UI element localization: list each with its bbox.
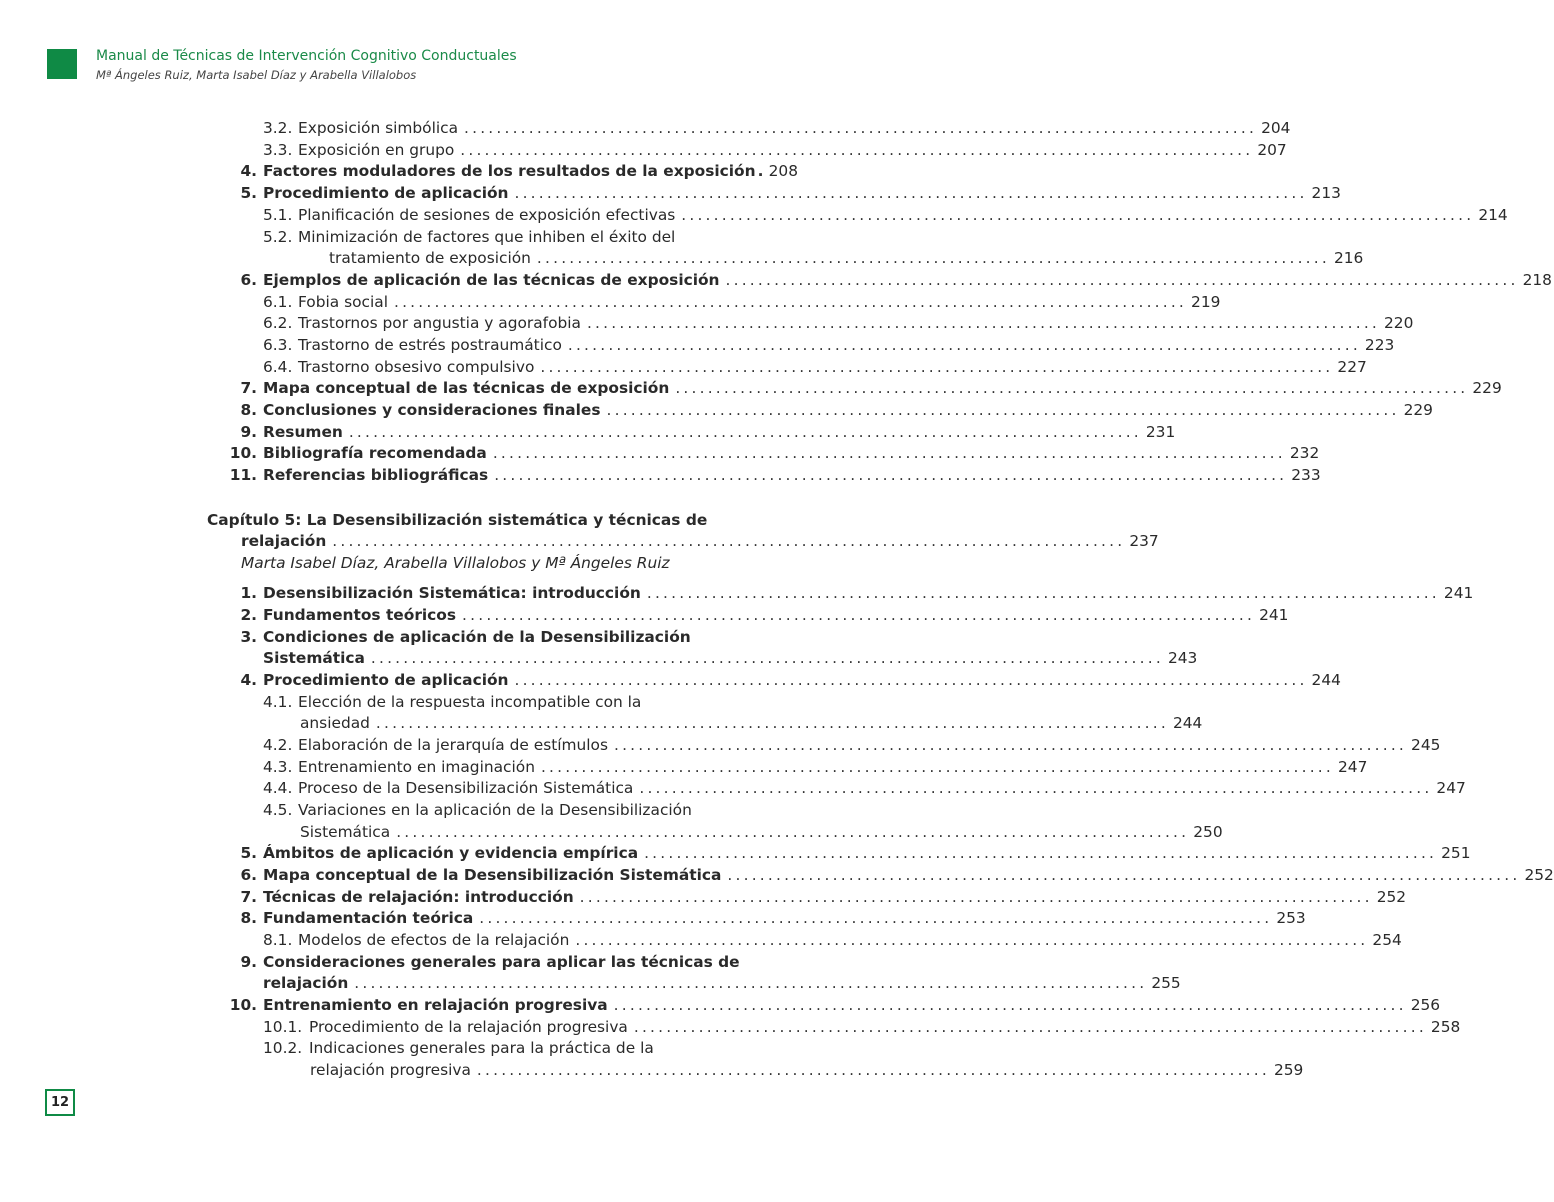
toc-entry[interactable]: 2. Fundamentos teóricos .................................................................................................. 241 — [0, 605, 828, 627]
toc-number: 7. — [240, 888, 257, 906]
toc-entry[interactable]: 6. Ejemplos de aplicación de las técnicas de exposición .................................................................................................. 218 — [0, 270, 828, 292]
toc-number: 6. — [240, 271, 257, 289]
toc-page: 214 — [1478, 206, 1508, 224]
toc-title: Mapa conceptual de las técnicas de exposición — [263, 379, 670, 397]
toc-number: 6.2. — [263, 314, 293, 332]
toc-title: Exposición simbólica — [298, 119, 459, 137]
toc-title: Mapa conceptual de la Desensibilización Sistemática — [263, 866, 722, 884]
toc-entry-continuation[interactable]: Sistemática .................................................................................................. 250 — [0, 822, 828, 844]
toc-entry[interactable] — [0, 952, 828, 974]
toc-entry[interactable]: 4. Procedimiento de aplicación .................................................................................................. 244 — [0, 670, 828, 692]
toc-title: Técnicas de relajación: introducción — [263, 888, 574, 906]
chapter-heading[interactable] — [0, 510, 828, 532]
toc-page: 204 — [1261, 119, 1291, 137]
toc-title: Fobia social — [298, 293, 388, 311]
toc-entry[interactable]: 6.1. Fobia social .................................................................................................. 219 — [0, 292, 828, 314]
toc-number: 6.1. — [263, 293, 293, 311]
toc-number: 3. — [240, 628, 257, 646]
toc-number: 4.3. — [263, 758, 293, 776]
toc-entry[interactable]: 8. Conclusiones y consideraciones finales .................................................................................................. 229 — [0, 400, 828, 422]
toc-number: 2. — [240, 606, 257, 624]
toc-title: Exposición en grupo — [298, 141, 455, 159]
toc-number: 5.2. — [263, 228, 293, 246]
toc-entry[interactable]: 7. Mapa conceptual de las técnicas de exposición .................................................................................................. 229 — [0, 378, 828, 400]
toc-number: 4.4. — [263, 779, 293, 797]
toc-entry-continuation[interactable]: relajación .................................................................................................. 255 — [0, 973, 828, 995]
toc-page: 253 — [1276, 909, 1306, 927]
toc-number: 10.2. — [263, 1039, 303, 1057]
chapter-heading-cont[interactable]: relajación .................................................................................................. 237 — [0, 531, 828, 553]
toc-title-cont: Sistemática — [300, 823, 391, 841]
toc-title: Fundamentos teóricos — [263, 606, 457, 624]
toc-page: 244 — [1172, 714, 1203, 732]
chapter-authors-line — [0, 553, 828, 575]
toc-number: 6.4. — [263, 358, 293, 376]
toc-page: 259 — [1273, 1061, 1304, 1079]
header-green-square — [47, 49, 77, 79]
toc-entry[interactable]: 3.2. Exposición simbólica .................................................................................................. 204 — [0, 118, 828, 140]
toc-page: 220 — [1384, 314, 1414, 332]
toc-title: Planificación de sesiones de exposición efectivas — [298, 206, 676, 224]
toc-page: 231 — [1145, 423, 1176, 441]
toc-number: 8. — [240, 401, 257, 419]
toc-entry[interactable]: 5. Procedimiento de aplicación .................................................................................................. 213 — [0, 183, 828, 205]
toc-entry-continuation[interactable]: Sistemática .................................................................................................. 243 — [0, 648, 828, 670]
toc-entry-continuation[interactable]: tratamiento de exposición .................................................................................................. 216 — [0, 248, 828, 270]
toc-entry[interactable]: 4.3. Entrenamiento en imaginación .................................................................................................. 247 — [0, 757, 828, 779]
toc-title-cont: relajación — [263, 974, 349, 992]
toc-entry[interactable]: 6.2. Trastornos por angustia y agorafobia .................................................................................................. 220 — [0, 313, 828, 335]
toc-page: 244 — [1311, 671, 1341, 689]
toc-number: 5.1. — [263, 206, 293, 224]
toc-title: Elección de la respuesta incompatible con la — [298, 693, 642, 711]
toc-title: Trastorno de estrés postraumático — [298, 336, 562, 354]
toc-entry[interactable] — [0, 800, 828, 822]
toc-title: Variaciones en la aplicación de la Desensibilización — [298, 801, 692, 819]
toc-title: Trastorno obsesivo compulsivo — [298, 358, 535, 376]
toc-title-cont: ansiedad — [300, 714, 370, 732]
toc-title: Proceso de la Desensibilización Sistemática — [298, 779, 634, 797]
toc-entry[interactable]: 6. Mapa conceptual de la Desensibilización Sistemática .................................................................................................. 252 — [0, 865, 828, 887]
toc-page: 243 — [1167, 649, 1198, 667]
toc-title: Modelos de efectos de la relajación — [298, 931, 570, 949]
toc-entry[interactable]: 11. Referencias bibliográficas .................................................................................................. 233 — [0, 465, 828, 487]
toc-title: Ejemplos de aplicación de las técnicas de exposición — [263, 271, 720, 289]
chapter-title-line1: Capítulo 5: La Desensibilización sistemática y técnicas de — [207, 511, 708, 529]
toc-title: Resumen — [263, 423, 343, 441]
toc-entry[interactable]: 6.3. Trastorno de estrés postraumático .................................................................................................. 223 — [0, 335, 828, 357]
toc-title: Fundamentación teórica — [263, 909, 474, 927]
toc-title-cont: tratamiento de exposición — [329, 249, 531, 267]
toc-page: 247 — [1436, 779, 1466, 797]
toc-entry[interactable]: 8.1. Modelos de efectos de la relajación .................................................................................................. 254 — [0, 930, 828, 952]
toc-entry[interactable] — [0, 692, 828, 714]
page-number: 12 — [45, 1089, 75, 1116]
toc-title: Procedimiento de aplicación — [263, 184, 509, 202]
toc-entry[interactable]: 3.3. Exposición en grupo .................................................................................................. 207 — [0, 140, 828, 162]
toc-page: 233 — [1291, 466, 1321, 484]
toc-title: Procedimiento de aplicación — [263, 671, 509, 689]
toc-title: Condiciones de aplicación de la Desensibilización — [263, 628, 691, 646]
toc-page: 232 — [1289, 444, 1320, 462]
toc-number: 4.1. — [263, 693, 293, 711]
toc-title-cont: relajación progresiva — [310, 1061, 471, 1079]
toc-page: 251 — [1441, 844, 1471, 862]
toc-entry-continuation[interactable]: relajación progresiva .................................................................................................. 259 — [0, 1060, 828, 1082]
toc-page: 229 — [1472, 379, 1502, 397]
toc-page: 252 — [1376, 888, 1407, 906]
toc-number: 4. — [240, 671, 257, 689]
toc-entry[interactable]: 8. Fundamentación teórica .................................................................................................. 253 — [0, 908, 828, 930]
toc-number: 4. — [240, 162, 257, 180]
toc-entry[interactable] — [0, 227, 828, 249]
toc-number: 5. — [240, 844, 257, 862]
toc-number: 11. — [229, 466, 257, 484]
toc-entry[interactable]: 6.4. Trastorno obsesivo compulsivo .................................................................................................. 227 — [0, 357, 828, 379]
toc-number: 7. — [240, 379, 257, 397]
toc-title: Entrenamiento en imaginación — [298, 758, 535, 776]
toc-entry[interactable] — [0, 1038, 828, 1060]
toc-number: 3.3. — [263, 141, 293, 159]
toc-page: 250 — [1193, 823, 1223, 841]
toc-title: Factores moduladores de los resultados de la exposición — [263, 162, 756, 180]
toc-number: 10.1. — [263, 1018, 303, 1036]
toc-page: 241 — [1443, 584, 1474, 602]
toc-entry[interactable]: 7. Técnicas de relajación: introducción .................................................................................................. 252 — [0, 887, 828, 909]
toc-title: Indicaciones generales para la práctica de la — [309, 1039, 654, 1057]
toc-number: 10. — [229, 444, 257, 462]
toc-entry-continuation[interactable]: ansiedad .................................................................................................. 244 — [0, 713, 828, 735]
toc-page: 256 — [1410, 996, 1441, 1014]
toc-page: 252 — [1524, 866, 1554, 884]
toc-page: 255 — [1151, 974, 1181, 992]
toc-title: Desensibilización Sistemática: introducción — [263, 584, 641, 602]
toc-page: 219 — [1191, 293, 1221, 311]
toc-page: 258 — [1430, 1018, 1461, 1036]
toc-page: 213 — [1311, 184, 1341, 202]
toc-number: 8. — [240, 909, 257, 927]
chapter-authors: Marta Isabel Díaz, Arabella Villalobos y Mª Ángeles Ruiz — [241, 554, 670, 572]
toc-title: Conclusiones y consideraciones finales — [263, 401, 601, 419]
toc-title: Referencias bibliográficas — [263, 466, 489, 484]
toc-entry[interactable]: 10.1. Procedimiento de la relajación progresiva .................................................................................................. 258 — [0, 1017, 828, 1039]
toc-number: 4.5. — [263, 801, 293, 819]
toc-number: 3.2. — [263, 119, 293, 137]
toc-page: 227 — [1337, 358, 1367, 376]
toc-page: 208 — [768, 162, 799, 180]
chapter-title-line2: relajación — [241, 532, 327, 550]
toc-page: 241 — [1259, 606, 1289, 624]
toc-entry[interactable]: 5. Ámbitos de aplicación y evidencia empírica .................................................................................................. 251 — [0, 843, 828, 865]
toc-title: Elaboración de la jerarquía de estímulos — [298, 736, 608, 754]
running-header-authors: Mª Ángeles Ruiz, Marta Isabel Díaz y Arabella Villalobos — [96, 68, 417, 82]
toc-title: Ámbitos de aplicación y evidencia empírica — [263, 844, 639, 862]
toc-entry[interactable]: 4.2. Elaboración de la jerarquía de estímulos .................................................................................................. 245 — [0, 735, 828, 757]
toc-page: 207 — [1257, 141, 1287, 159]
toc-title: Bibliografía recomendada — [263, 444, 487, 462]
toc-page: 245 — [1411, 736, 1441, 754]
toc-entry[interactable]: 4. Factores moduladores de los resultados de la exposición . 208 — [0, 161, 828, 183]
toc-number: 1. — [240, 584, 257, 602]
toc-entry[interactable]: 10. Entrenamiento en relajación progresiva .................................................................................................. 256 — [0, 995, 828, 1017]
toc-title: Consideraciones generales para aplicar las técnicas de — [263, 953, 740, 971]
toc-page: 247 — [1338, 758, 1368, 776]
toc-entry[interactable]: 9. Resumen .................................................................................................. 231 — [0, 422, 828, 444]
toc-page: 218 — [1522, 271, 1552, 289]
toc-entry[interactable]: 4.4. Proceso de la Desensibilización Sistemática .................................................................................................. 247 — [0, 778, 828, 800]
toc-title-cont: Sistemática — [263, 649, 365, 667]
running-header-title: Manual de Técnicas de Intervención Cognitivo Conductuales — [96, 48, 517, 64]
toc-title: Entrenamiento en relajación progresiva — [263, 996, 608, 1014]
toc-entry[interactable]: 5.1. Planificación de sesiones de exposición efectivas .................................................................................................. 214 — [0, 205, 828, 227]
toc-entry[interactable] — [0, 627, 828, 649]
toc-page: 216 — [1333, 249, 1364, 267]
toc-number: 9. — [240, 423, 257, 441]
toc-number: 6.3. — [263, 336, 293, 354]
toc-title: Minimización de factores que inhiben el éxito del — [298, 228, 676, 246]
toc-page: 223 — [1364, 336, 1395, 354]
toc-title: Trastornos por angustia y agorafobia — [298, 314, 581, 332]
chapter-page: 237 — [1129, 532, 1159, 550]
toc-number: 9. — [240, 953, 257, 971]
toc-entry[interactable]: 1. Desensibilización Sistemática: introducción .................................................................................................. 241 — [0, 583, 828, 605]
toc-number: 5. — [240, 184, 257, 202]
toc-number: 4.2. — [263, 736, 293, 754]
toc-number: 8.1. — [263, 931, 293, 949]
toc-number: 6. — [240, 866, 257, 884]
toc-page: 229 — [1403, 401, 1433, 419]
toc-number: 10. — [229, 996, 257, 1014]
toc-title: Procedimiento de la relajación progresiva — [309, 1018, 628, 1036]
toc-page: 254 — [1372, 931, 1402, 949]
toc-entry[interactable]: 10. Bibliografía recomendada .................................................................................................. 232 — [0, 443, 828, 465]
